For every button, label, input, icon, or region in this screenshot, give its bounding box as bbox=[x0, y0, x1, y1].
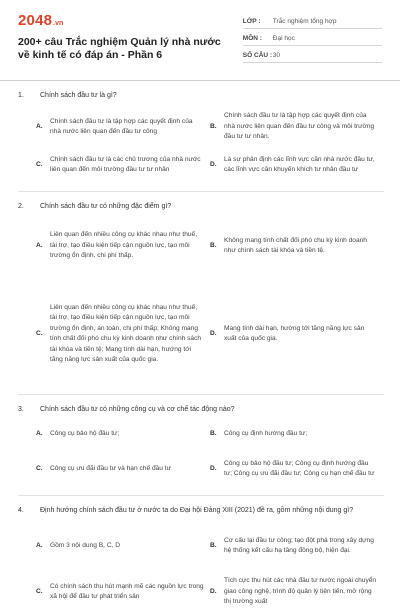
question-number: 2. bbox=[18, 203, 24, 210]
option-text: Tích cực thu hút các nhà đầu tư nước ngoài chuyển giao công nghệ, trình độ quản lý tiên tiến, mở rộng thị trường xuất bbox=[224, 577, 377, 606]
question-number: 4. bbox=[18, 507, 24, 514]
option-letter: B. bbox=[210, 122, 217, 130]
options-grid bbox=[36, 425, 384, 489]
option-letter: B. bbox=[210, 429, 217, 437]
meta-key: SỐ CÂU : bbox=[242, 52, 273, 59]
option-text: Chính sách đầu tư là tập hợp các quyết định của nhà nước liên quan đến đầu tư công bbox=[50, 117, 193, 135]
option-letter: C. bbox=[36, 329, 43, 337]
option-text: Có chính sách thu hút mạnh mẽ các nguồn lực trong xã hội để đầu tư phát triển sản bbox=[50, 582, 204, 600]
options-grid bbox=[36, 220, 384, 388]
answer-option[interactable] bbox=[210, 109, 384, 145]
option-letter: C. bbox=[36, 464, 43, 472]
option-letter: A. bbox=[36, 429, 43, 437]
option-letter: A. bbox=[36, 122, 43, 130]
option-letter: B. bbox=[210, 541, 217, 549]
question-list bbox=[0, 81, 400, 614]
option-text: Cơ cấu lại đầu tư công; tạo đột phá trong xây dựng hệ thống kết cấu hạ tầng đồng bộ, hiện đại. bbox=[224, 536, 374, 554]
page-title: 200+ câu Trắc nghiệm Quản lý nhà nước về kinh tế có đáp án - Phần 6 bbox=[18, 36, 221, 61]
question-title bbox=[18, 405, 384, 415]
question-title bbox=[18, 506, 384, 516]
question-number: 1. bbox=[18, 92, 24, 99]
meta-key: LỚP : bbox=[242, 18, 261, 25]
question-number: 3. bbox=[18, 406, 24, 413]
question-divider bbox=[18, 495, 384, 496]
meta-info bbox=[243, 12, 382, 74]
question-block bbox=[18, 81, 384, 194]
option-letter: B. bbox=[210, 241, 217, 249]
site-logo[interactable] bbox=[18, 12, 63, 29]
logo-sub-text: .vn bbox=[53, 20, 64, 27]
meta-row-count bbox=[243, 46, 382, 63]
logo-main-text: 2048 bbox=[18, 12, 53, 29]
question-text: Chính sách đầu tư có những công cụ và cơ chế tác động nào? bbox=[40, 406, 235, 413]
option-letter: C. bbox=[36, 160, 43, 168]
option-letter: A. bbox=[36, 541, 43, 549]
header bbox=[0, 0, 400, 74]
question-title bbox=[18, 202, 384, 212]
answer-option[interactable] bbox=[210, 280, 384, 388]
option-text: Là sự phân định các lĩnh vực cần nhà nước đầu tư, các lĩnh vực cần khuyến khích tư nhân đầu tư bbox=[224, 155, 375, 173]
answer-option[interactable] bbox=[210, 220, 384, 272]
option-text: Công cụ ưu đãi đầu tư và hạn chế đầu tư bbox=[50, 464, 172, 472]
answer-option[interactable] bbox=[210, 145, 384, 185]
question-block bbox=[18, 194, 384, 397]
option-letter: D. bbox=[210, 587, 217, 595]
options-grid bbox=[36, 109, 384, 185]
answer-option[interactable] bbox=[36, 449, 210, 489]
answer-option[interactable] bbox=[36, 524, 210, 568]
meta-row-class bbox=[243, 12, 382, 29]
option-letter: D. bbox=[210, 329, 217, 337]
answer-option[interactable] bbox=[210, 425, 384, 443]
meta-value: Đại học bbox=[272, 35, 295, 42]
question-text: Chính sách đầu tư có những đặc điểm gì? bbox=[40, 203, 172, 210]
answer-option[interactable] bbox=[36, 109, 210, 145]
answer-option[interactable] bbox=[36, 145, 210, 185]
options-grid bbox=[36, 524, 384, 612]
option-text: Chính sách đầu tư là các chủ trương của nhà nước liên quan đến môi trường đầu tư tư nhân bbox=[50, 155, 201, 173]
option-text: Liên quan đến nhiều công cụ khác nhau như thuế, tài trợ, tạo điều kiện tiếp cận nguồn lực, tạo môi trường ổn định, an toàn, chi phí thấp; Không mang tính chất đối phó chu kỳ kinh doanh như chính sách tài khóa và tiền tệ; Mang tính dài hạn, hướng tới tăng năng lực sản xuất của quốc gia. bbox=[50, 303, 202, 363]
question-title bbox=[18, 91, 384, 101]
option-text: Gồm 3 nội dung B, C, D bbox=[50, 541, 121, 549]
option-text: Chính sách đầu tư là tập hợp các quyết định của nhà nước liên quan đến đầu tư công và môi trường đầu tư tư nhân. bbox=[224, 112, 375, 141]
option-letter: C. bbox=[36, 587, 43, 595]
option-text: Công cụ định hướng đầu tư; bbox=[224, 429, 308, 437]
answer-option[interactable] bbox=[210, 524, 384, 568]
option-letter: D. bbox=[210, 160, 217, 168]
option-text: Không mang tính chất đối phó chu kỳ kinh doanh như chính sách tài khóa và tiền tệ. bbox=[224, 236, 367, 254]
answer-option[interactable] bbox=[36, 280, 210, 388]
question-block bbox=[18, 397, 384, 498]
question-text: Chính sách đầu tư là gì? bbox=[40, 92, 117, 99]
answer-option[interactable] bbox=[36, 425, 210, 443]
meta-key: MÔN : bbox=[242, 35, 262, 42]
question-block bbox=[18, 498, 384, 614]
answer-option[interactable] bbox=[210, 449, 384, 489]
option-text: Công cụ bảo hộ đầu tư; bbox=[50, 429, 120, 437]
option-letter: D. bbox=[210, 464, 217, 472]
meta-value: Trắc nghiệm tổng hợp bbox=[272, 18, 337, 25]
meta-row-subject bbox=[243, 29, 382, 46]
option-text: Liên quan đến nhiều công cụ khác nhau như thuế, tài trợ, tạo điều kiện tiếp cận nguồn lực, tạo môi trường ổn định, chi phí thấp. bbox=[50, 231, 198, 260]
answer-option[interactable] bbox=[210, 572, 384, 612]
option-text: Mang tính dài hạn, hướng tới tăng năng lực sản xuất của quốc gia. bbox=[224, 324, 365, 342]
brand bbox=[18, 12, 227, 74]
option-text: Công cụ bảo hộ đầu tư; Công cụ định hướng đầu tư; Công cụ ưu đãi đầu tư; Công cụ hạn chế đầu tư bbox=[224, 459, 375, 477]
meta-value: 30 bbox=[272, 52, 281, 59]
option-letter: A. bbox=[36, 241, 43, 249]
question-divider bbox=[18, 191, 384, 192]
answer-option[interactable] bbox=[36, 572, 210, 612]
question-text: Định hướng chính sách đầu tư ở nước ta do Đại hội Đảng XIII (2021) đề ra, gồm những nội dung gì? bbox=[40, 507, 354, 514]
question-divider bbox=[18, 394, 384, 395]
answer-option[interactable] bbox=[36, 220, 210, 272]
